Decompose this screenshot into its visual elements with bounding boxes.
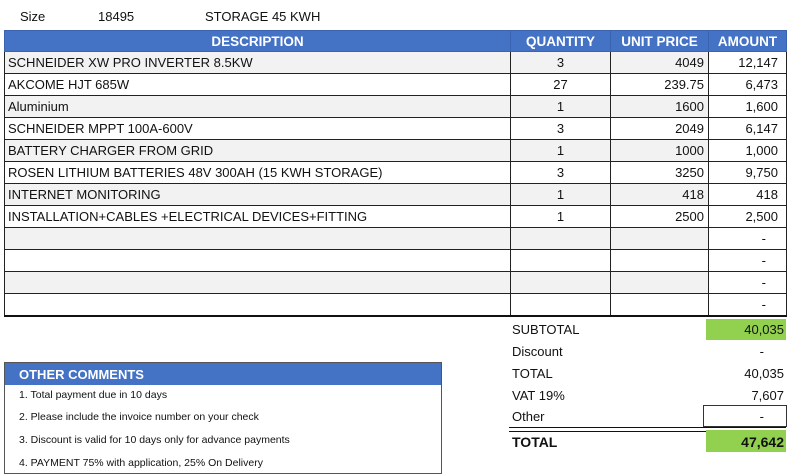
subtotal-value: 40,035 [744,322,784,337]
comment-line: 4. PAYMENT 75% with application, 25% On Delivery [19,457,263,469]
cell-description[interactable]: BATTERY CHARGER FROM GRID [5,140,511,162]
discount-label: Discount [512,344,563,359]
cell-description[interactable]: INSTALLATION+CABLES +ELECTRICAL DEVICES+FITTING [5,206,511,228]
discount-value: - [759,344,764,359]
cell-amount: 1,600 [709,96,787,118]
table-row [5,162,787,184]
cell-amount: - [709,294,787,317]
other-value: - [759,409,764,424]
total-label: TOTAL [512,366,553,381]
cell-quantity[interactable]: 27 [511,74,611,96]
cell-quantity[interactable]: 3 [511,162,611,184]
table-row [5,96,787,118]
cell-unit-price[interactable] [611,228,709,250]
cell-unit-price[interactable]: 239.75 [611,74,709,96]
cell-description[interactable]: AKCOME HJT 685W [5,74,511,96]
cell-quantity[interactable] [511,228,611,250]
table-row [5,184,787,206]
other-label: Other [512,409,545,424]
table-row [5,294,787,317]
total-value: 40,035 [744,366,784,381]
comment-line: 2. Please include the invoice number on your check [19,411,259,423]
cell-amount: 9,750 [709,162,787,184]
size-value: 18495 [98,9,135,24]
cell-unit-price[interactable] [611,272,709,294]
cell-unit-price[interactable]: 2500 [611,206,709,228]
table-row [5,118,787,140]
table-row [5,52,787,74]
total-underline-left [509,427,609,432]
table-row [5,272,787,294]
size-label: Size [20,9,46,24]
comment-line: 3. Discount is valid for 10 days only for advance payments [19,434,290,446]
cell-quantity[interactable]: 1 [511,140,611,162]
cell-description[interactable] [5,228,511,250]
cell-unit-price[interactable]: 418 [611,184,709,206]
cell-quantity[interactable] [511,250,611,272]
cell-unit-price[interactable]: 1000 [611,140,709,162]
other-comments-title: OTHER COMMENTS [5,363,441,385]
cell-amount: - [709,250,787,272]
cell-unit-price[interactable]: 3250 [611,162,709,184]
cell-description[interactable] [5,272,511,294]
table-row [5,206,787,228]
cell-quantity[interactable] [511,272,611,294]
column-header-description: DESCRIPTION [5,31,511,52]
cell-quantity[interactable]: 1 [511,206,611,228]
cell-description[interactable]: Aluminium [5,96,511,118]
table-row [5,74,787,96]
cell-quantity[interactable]: 1 [511,96,611,118]
cell-description[interactable] [5,294,511,317]
subtotal-label: SUBTOTAL [512,322,580,337]
cell-amount: 1,000 [709,140,787,162]
cell-description[interactable]: INTERNET MONITORING [5,184,511,206]
cell-amount: 6,147 [709,118,787,140]
cell-quantity[interactable]: 1 [511,184,611,206]
cell-amount: 418 [709,184,787,206]
cell-unit-price[interactable]: 1600 [611,96,709,118]
cell-unit-price[interactable] [611,294,709,317]
cell-unit-price[interactable]: 2049 [611,118,709,140]
cell-amount: 12,147 [709,52,787,74]
storage-label: STORAGE 45 KWH [205,9,321,24]
cell-amount: 6,473 [709,74,787,96]
cell-quantity[interactable]: 3 [511,52,611,74]
grand-total-label: TOTAL [512,434,558,450]
items-table [4,30,787,317]
cell-amount: - [709,272,787,294]
cell-quantity[interactable] [511,294,611,317]
column-header-amount: AMOUNT [709,31,787,52]
cell-quantity[interactable]: 3 [511,118,611,140]
grand-total-value: 47,642 [741,434,784,450]
table-row [5,140,787,162]
cell-description[interactable]: ROSEN LITHIUM BATTERIES 48V 300AH (15 KWH STORAGE) [5,162,511,184]
cell-description[interactable] [5,250,511,272]
cell-description[interactable]: SCHNEIDER MPPT 100A-600V [5,118,511,140]
table-header-row [5,31,787,52]
column-header-quantity: QUANTITY [511,31,611,52]
cell-unit-price[interactable]: 4049 [611,52,709,74]
column-header-unit-price: UNIT PRICE [611,31,709,52]
table-row [5,250,787,272]
cell-amount: 2,500 [709,206,787,228]
cell-unit-price[interactable] [611,250,709,272]
cell-description[interactable]: SCHNEIDER XW PRO INVERTER 8.5KW [5,52,511,74]
cell-amount: - [709,228,787,250]
table-row [5,228,787,250]
other-comments-panel [4,362,442,474]
vat-value: 7,607 [751,388,784,403]
comment-line: 1. Total payment due in 10 days [19,389,168,401]
vat-label: VAT 19% [512,388,565,403]
